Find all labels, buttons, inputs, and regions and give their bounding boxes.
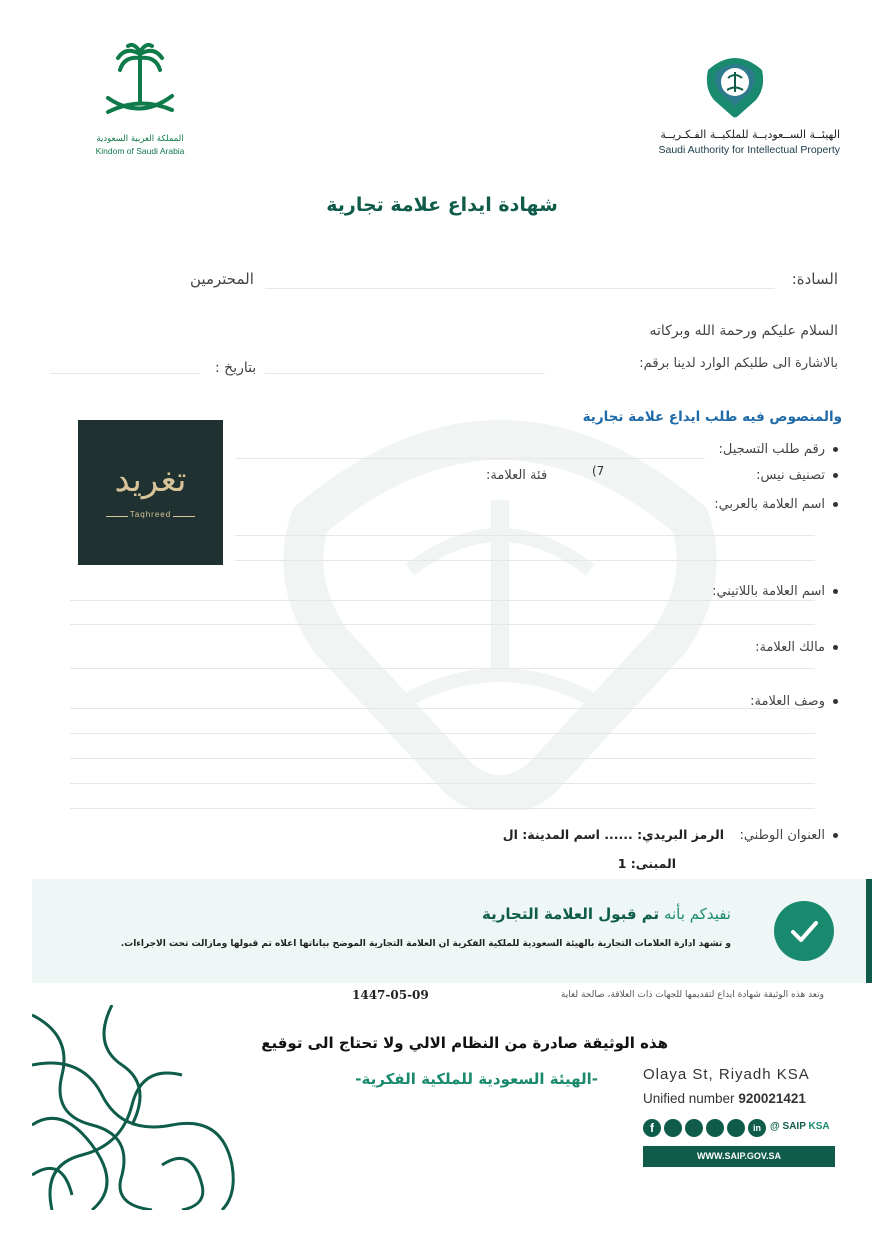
field-line	[235, 560, 815, 561]
acceptance-body: و تشهد ادارة العلامات التجارية بالهيئة السعودية للملكية الفكرية ان العلامة التجارية الموضح بياناتها اعلاه تم قبولها ومازالت تحت الاجراءات.	[120, 939, 731, 949]
trademark-arabic-text: تغريد	[114, 460, 187, 500]
field-latin-name	[712, 584, 838, 599]
date-line	[50, 373, 200, 374]
instagram-icon[interactable]	[706, 1119, 724, 1137]
unified-number	[643, 1091, 806, 1106]
field-line	[70, 733, 815, 734]
field-arabic-name	[714, 497, 838, 512]
system-note: هذه الوثيقة صادرة من النظام الالي ولا تحتاج الى توقيع	[261, 1034, 668, 1052]
social-handle	[770, 1121, 830, 1132]
field-line	[70, 783, 815, 784]
nice-value: (7	[592, 464, 605, 478]
ksa-name-en: Kindom of Saudi Arabia	[95, 146, 185, 156]
snapchat-icon[interactable]	[727, 1119, 745, 1137]
saip-logo	[620, 50, 840, 160]
address-text: Olaya St, Riyadh KSA	[643, 1066, 810, 1083]
field-label: اسم العلامة بالعربي:	[714, 497, 825, 512]
reference-label: بالاشارة الى طلبكم الوارد لدينا برقم:	[639, 356, 838, 371]
saip-name-ar: الهيئــة الســعوديــة للملكيــة الفـكـريــة	[660, 128, 840, 141]
palm-swords-icon	[100, 40, 180, 120]
field-national-address	[739, 828, 838, 843]
acceptance-headline-prefix: نفيدكم بأنه	[663, 905, 731, 923]
field-line	[70, 624, 815, 625]
field-label: وصف العلامة:	[750, 694, 825, 709]
social-handle-suffix: KSA	[808, 1121, 830, 1132]
reference-line	[265, 373, 545, 374]
address-line-1: الرمز البريدي: ...... اسم المدينة: ال	[502, 827, 724, 842]
field-nice-classification	[756, 468, 838, 483]
field-label: رقم طلب التسجيل:	[718, 442, 825, 457]
bullet-icon	[833, 833, 838, 838]
bullet-icon	[833, 473, 838, 478]
bullet-icon	[833, 502, 838, 507]
respected-label: المحترمين	[190, 270, 254, 288]
field-label: اسم العلامة باللاتيني:	[712, 584, 825, 599]
trademark-latin-text: Taqhreed	[129, 510, 172, 519]
acceptance-headline	[482, 905, 731, 923]
bullet-icon	[833, 699, 838, 704]
to-label: السادة:	[791, 270, 838, 288]
address-line-2: المبنى: 1	[617, 856, 676, 871]
acceptance-banner	[32, 879, 872, 983]
field-label: تصنيف نيس:	[756, 468, 825, 483]
bullet-icon	[833, 589, 838, 594]
saip-name-en: Saudi Authority for Intellectual Property	[658, 144, 840, 156]
field-line	[235, 458, 705, 459]
youtube-icon[interactable]	[685, 1119, 703, 1137]
unified-number-label: Unified number	[643, 1091, 735, 1106]
field-label: العنوان الوطني:	[739, 828, 825, 843]
saip-emblem-icon	[700, 50, 770, 120]
page-title: شهادة ايداع علامة تجارية	[326, 194, 558, 216]
field-application-number	[719, 442, 838, 457]
acceptance-headline-strong: تم قبول العلامة التجارية	[482, 905, 660, 923]
linkedin-icon[interactable]: in	[748, 1119, 766, 1137]
field-line	[70, 808, 815, 809]
ksa-logo	[80, 40, 200, 160]
website-bar[interactable]	[643, 1146, 835, 1167]
social-handle-main: @ SAIP	[770, 1121, 806, 1132]
section-heading: والمنصوص فيه طلب ايداع علامة تجارية	[582, 409, 842, 425]
social-icons	[643, 1118, 843, 1140]
mark-class-label: فئة العلامة:	[486, 468, 548, 483]
trademark-divider-right	[173, 516, 195, 517]
field-line	[70, 668, 815, 669]
field-line	[70, 600, 815, 601]
bullet-icon	[833, 447, 838, 452]
bullet-icon	[833, 645, 838, 650]
twitter-icon[interactable]	[664, 1119, 682, 1137]
validity-note: وتعد هذه الوثيقة شهادة ايداع لتقديمها للجهات ذات العلاقة، صالحة لغاية	[560, 990, 824, 1000]
unified-number-value: 920021421	[738, 1091, 806, 1106]
decorative-curves	[32, 1005, 242, 1210]
date-label: بتاريخ :	[215, 360, 257, 376]
field-line	[235, 535, 815, 536]
ksa-name-ar: المملكة العربية السعودية	[96, 134, 184, 144]
greeting-text: السلام عليكم ورحمة الله وبركاته	[649, 323, 838, 339]
validity-date: 1447-05-09	[352, 988, 429, 1002]
check-icon	[774, 901, 834, 961]
facebook-icon[interactable]: f	[643, 1119, 661, 1137]
field-owner	[755, 640, 838, 655]
trademark-image	[78, 420, 223, 565]
field-label: مالك العلامة:	[755, 640, 825, 655]
field-line	[70, 758, 815, 759]
field-description	[750, 694, 838, 709]
watermark-emblem	[240, 380, 760, 810]
authority-signoff: -الهيئة السعودية للملكية الفكرية-	[355, 1070, 598, 1088]
check-circle-icon	[774, 901, 834, 961]
field-line	[70, 708, 815, 709]
website-link[interactable]: WWW.SAIP.GOV.SA	[696, 1151, 781, 1161]
to-line	[265, 288, 775, 289]
